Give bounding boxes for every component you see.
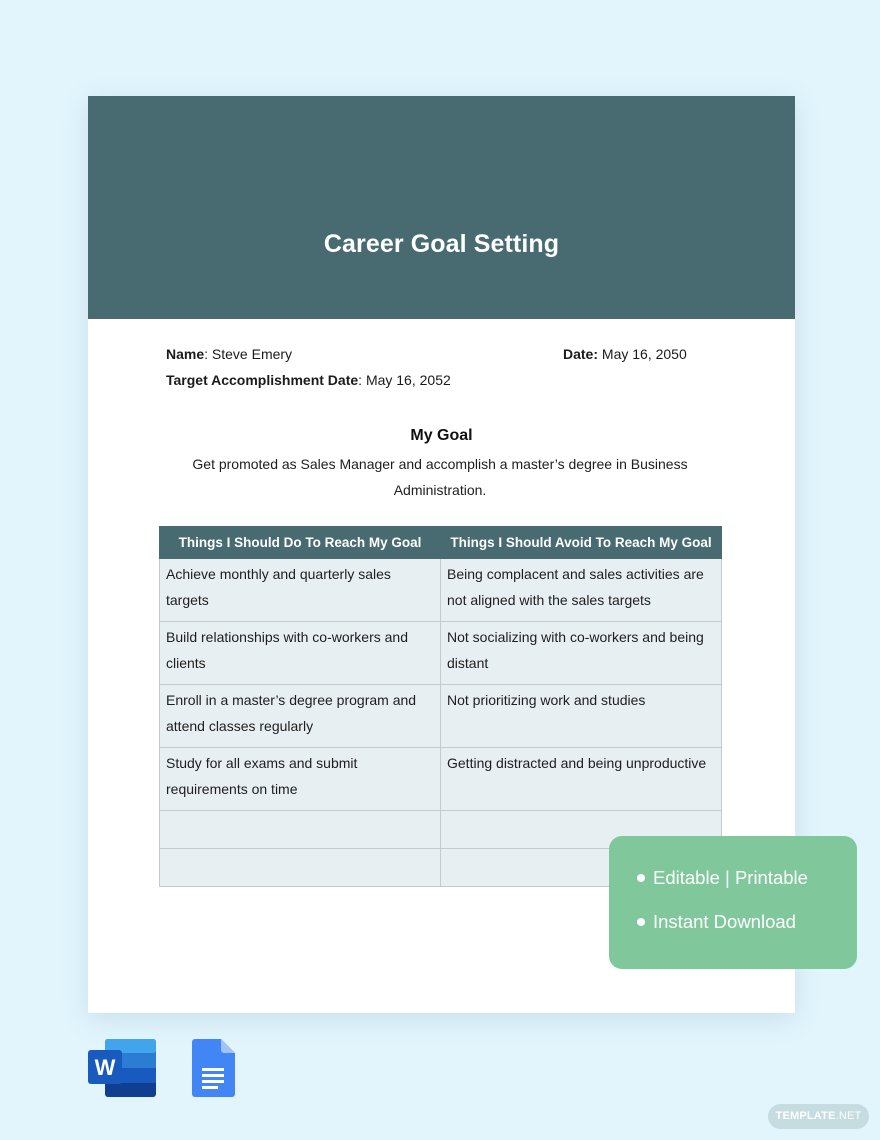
microsoft-word-icon[interactable] bbox=[88, 1038, 156, 1098]
feature-label: Editable | Printable bbox=[653, 867, 808, 888]
name-value: Steve Emery bbox=[211, 346, 293, 362]
goal-heading: My Goal bbox=[410, 427, 473, 444]
date-field bbox=[563, 346, 687, 362]
table-cell: Getting distracted and being unproductive bbox=[441, 748, 722, 811]
feature-item bbox=[637, 867, 808, 889]
target-date-field: Target Accomplishment Date: May 16, 2052 bbox=[166, 372, 451, 388]
watermark-brand: TEMPLATE bbox=[775, 1110, 836, 1122]
bullet-icon bbox=[637, 874, 645, 882]
watermark-suffix: .NET bbox=[835, 1110, 862, 1122]
table-cell: Build relationships with co-workers and clients bbox=[160, 622, 441, 685]
goals-table bbox=[159, 526, 722, 887]
goal-text: Get promoted as Sales Manager and accomplish a master’s degree in Business Administration. bbox=[192, 456, 688, 498]
template-net-watermark bbox=[768, 1104, 869, 1129]
table-cell: Not socializing with co-workers and being distant bbox=[441, 622, 722, 685]
table-row bbox=[160, 622, 722, 685]
target-date-value: May 16, 2052 bbox=[365, 372, 451, 388]
google-docs-icon[interactable] bbox=[191, 1038, 235, 1098]
document-title: Career Goal Setting bbox=[323, 230, 560, 258]
name-field: Name: Steve Emery bbox=[166, 346, 293, 362]
table-header-row bbox=[160, 527, 722, 559]
table-row bbox=[160, 748, 722, 811]
table-cell bbox=[160, 849, 441, 887]
bullet-icon bbox=[637, 918, 645, 926]
date-label: Date: bbox=[563, 346, 599, 362]
column-header-do: Things I Should Do To Reach My Goal bbox=[160, 527, 441, 559]
table-cell: Enroll in a master’s degree program and attend classes regularly bbox=[160, 685, 441, 748]
feature-item bbox=[637, 911, 796, 933]
table-row bbox=[160, 559, 722, 622]
feature-label: Instant Download bbox=[653, 911, 796, 932]
table-cell: Study for all exams and submit requirements on time bbox=[160, 748, 441, 811]
target-date-label: Target Accomplishment Date bbox=[166, 372, 359, 388]
table-row bbox=[160, 685, 722, 748]
column-header-avoid: Things I Should Avoid To Reach My Goal bbox=[441, 527, 722, 559]
date-value: May 16, 2050 bbox=[601, 346, 687, 362]
svg-text:W: W bbox=[94, 1055, 116, 1080]
table-cell: Achieve monthly and quarterly sales targets bbox=[160, 559, 441, 622]
table-cell: Not prioritizing work and studies bbox=[441, 685, 722, 748]
header-banner bbox=[88, 96, 795, 319]
table-cell: Being complacent and sales activities are not aligned with the sales targets bbox=[441, 559, 722, 622]
name-label: Name bbox=[166, 346, 205, 362]
table-cell bbox=[160, 811, 441, 849]
features-badge bbox=[609, 836, 857, 969]
